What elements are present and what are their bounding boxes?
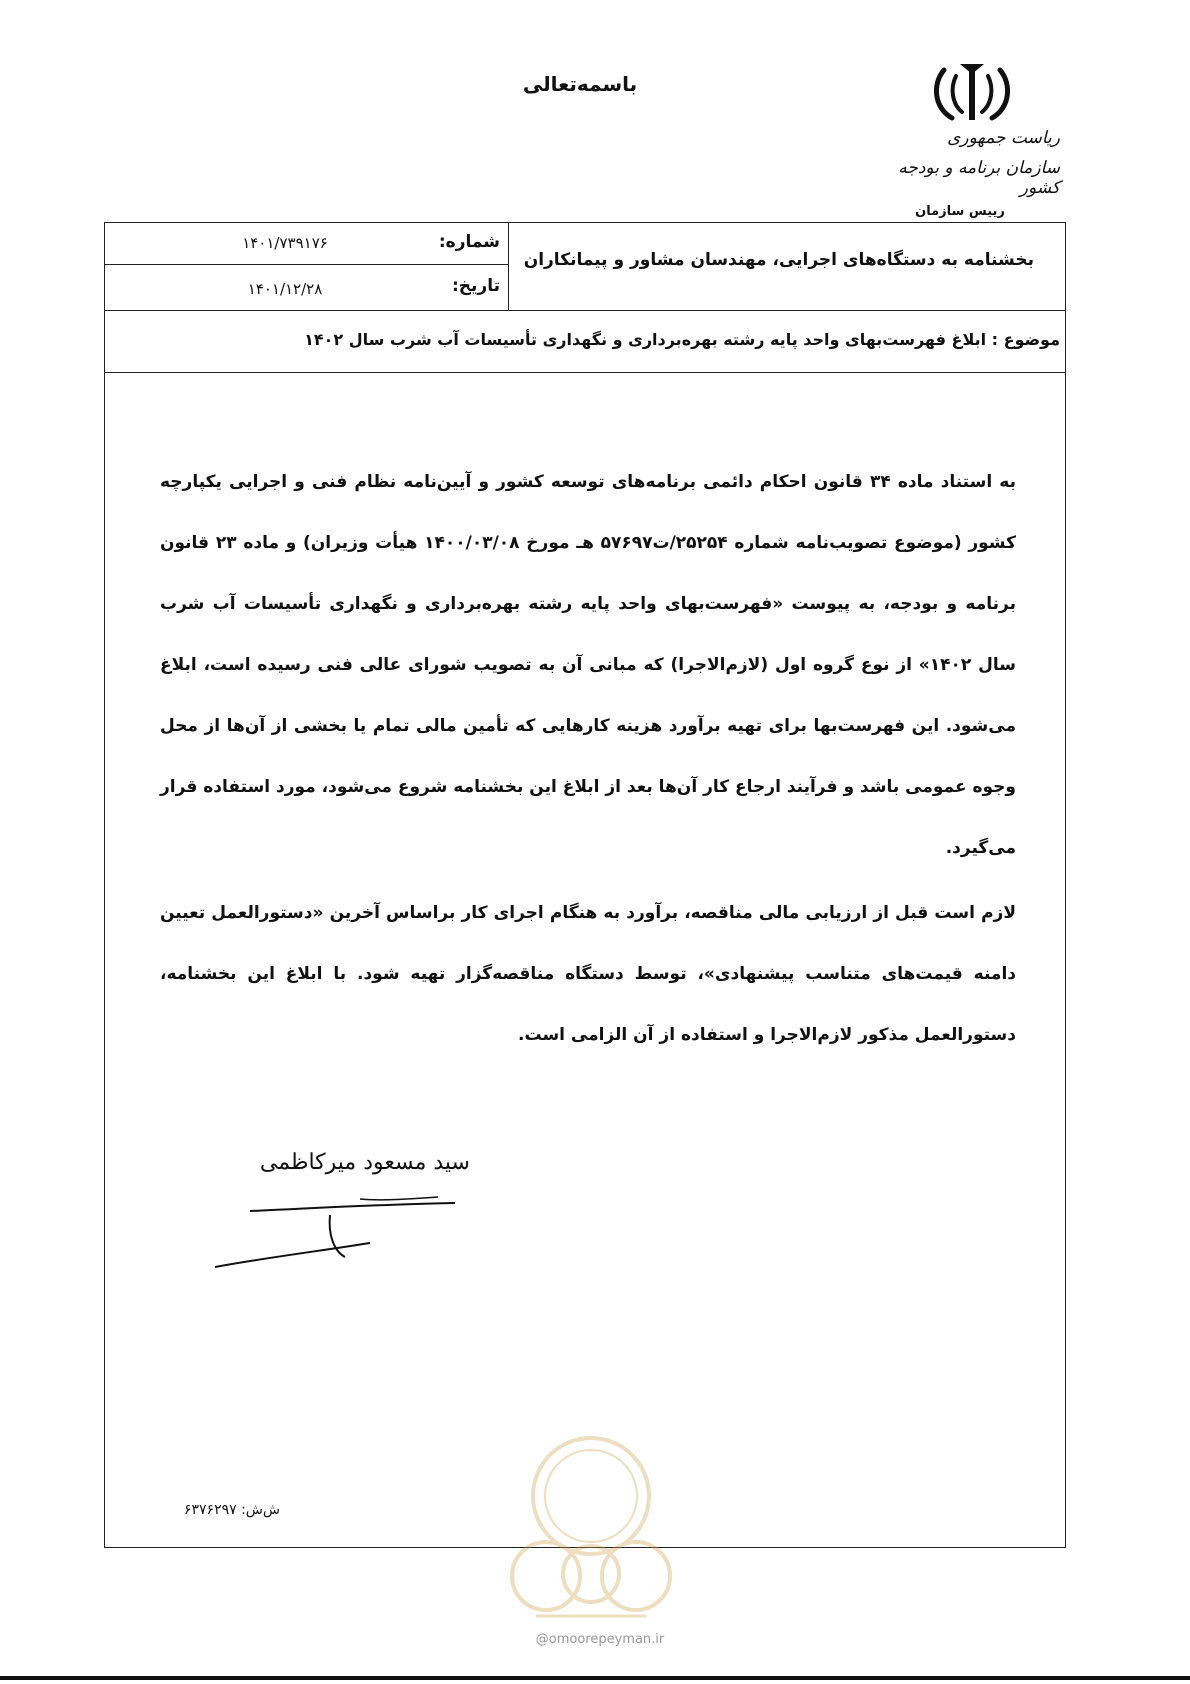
date-label: تاریخ: bbox=[452, 276, 500, 296]
org-line-organization: سازمان برنامه و بودجه کشور bbox=[898, 158, 1060, 198]
header-divider bbox=[104, 310, 1066, 311]
body-paragraph-2: لازم است قبل از ارزیابی مالی مناقصه، برآورد به هنگام اجرای کار براساس آخرین «دستورالعمل تعیین دامنه قیمت‌های متناسب پیشنهادی»، توسط دستگاه مناقصه‌گزار تهیه شود. با ابلاغ این بخشنامه، دستورالعمل مذکور لازم‌الاجرا و استفاده از آن الزامی است. bbox=[160, 903, 1016, 1045]
meta-row-divider bbox=[104, 264, 508, 265]
signature-image bbox=[210, 1195, 460, 1275]
org-line-presidency: ریاست جمهوری bbox=[947, 128, 1060, 148]
number-value: ۱۴۰۱/۷۳۹۱۷۶ bbox=[242, 234, 328, 252]
letter-body bbox=[160, 452, 1016, 1066]
reference-number: ش‌ش: ۶۳۷۶۲۹۷ bbox=[184, 1502, 280, 1518]
subject-line: موضوع : ابلاغ فهرست‌بهای واحد پایه رشته بهره‌برداری و نگهداری تأسیسات آب شرب سال ۱۴۰۲ bbox=[304, 330, 1060, 349]
signatory-name: سید مسعود میرکاظمی bbox=[259, 1150, 470, 1175]
watermark-logo bbox=[496, 1426, 686, 1626]
date-value: ۱۴۰۱/۱۲/۲۸ bbox=[247, 280, 323, 298]
org-line-head: رییس سازمان bbox=[915, 204, 1005, 219]
page-bottom-edge bbox=[0, 1676, 1190, 1680]
subject-divider bbox=[104, 372, 1066, 373]
meta-vertical-divider bbox=[508, 222, 509, 310]
number-label: شماره: bbox=[438, 232, 500, 252]
emblem-icon bbox=[930, 58, 1014, 128]
body-paragraph-1: به استناد ماده ۳۴ قانون احکام دائمی برنامه‌های توسعه کشور و آیین‌نامه نظام فنی و اجرایی یکپارچه کشور (موضوع تصویب‌نامه شماره ۲۵۲۵۴/ت۵۷۶۹۷ هـ مورخ ۱۴۰۰/۰۳/۰۸ هیأت وزیران) و ماده ۲۳ قانون برنامه و بودجه، به پیوست «فهرست‌بهای واحد پایه رشته بهره‌برداری و نگهداری تأسیسات آب شرب سال ۱۴۰۲» از نوع گروه اول (لازم‌الاجرا) که مبانی آن به تصویب شورای عالی فنی رسیده است، ابلاغ می‌شود. این فهرست‌بها برای تهیه برآورد هزینه کارهایی که تأمین مالی تمام یا بخشی از آن‌ها از محل وجوه عمومی باشد و فرآیند ارجاع کار آن‌ها بعد از ابلاغ این بخشنامه شروع می‌شود، مورد استفاده قرار می‌گیرد. bbox=[160, 472, 1016, 858]
recipients-line: بخشنامه به دستگاه‌های اجرایی، مهندسان مشاور و پیمانکاران bbox=[523, 250, 1034, 270]
watermark-text: @omoorepeyman.ir bbox=[535, 1632, 665, 1647]
bismillah-heading: باسمه‌تعالی bbox=[522, 72, 638, 96]
